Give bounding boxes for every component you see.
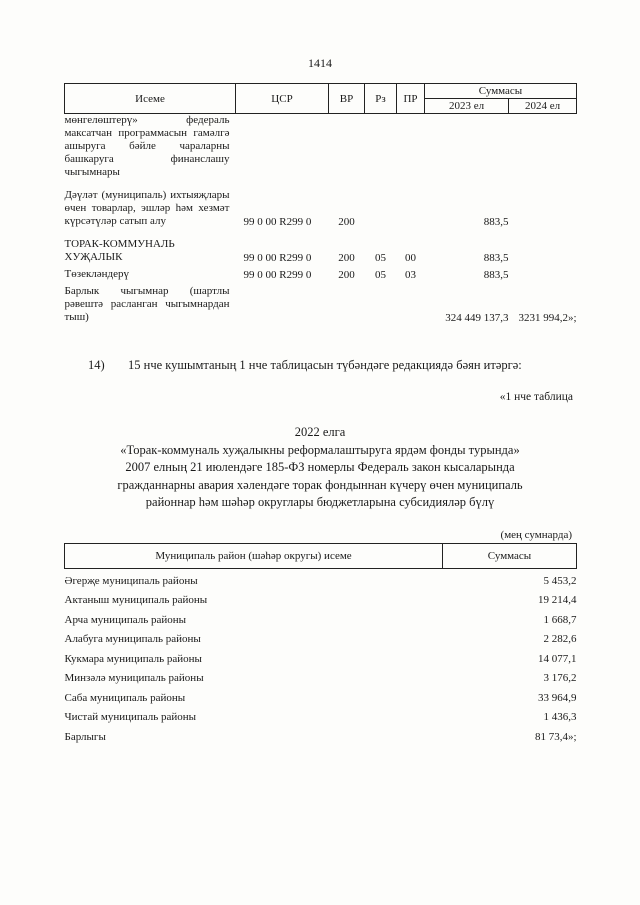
total-sum: 81 73,4»; [534, 730, 577, 743]
total-2024: 3231 994,2»; [518, 312, 577, 324]
district-name: Әгерҗе муниципаль районы [64, 574, 198, 587]
row-rz: 05 [375, 252, 386, 264]
expenditure-table [64, 83, 577, 324]
row-csr: 99 0 00 R299 0 [243, 269, 312, 281]
header-sums: Суммасы [425, 84, 577, 99]
row-name: Дәүләт (муниципаль) ихтыяҗлары өчен товарлар, эшләр һәм хезмәт күрсәтүләр сатып алу [64, 189, 230, 227]
table-row [65, 669, 577, 689]
header-district-name: Муниципаль район (шәһәр округы) исеме [65, 544, 443, 569]
table-heading [40, 424, 600, 512]
total-label: Барлыгы [64, 730, 106, 743]
district-name: Алабуга муниципаль районы [64, 633, 201, 646]
district-sum: 33 964,9 [538, 691, 577, 704]
table-row [65, 649, 577, 669]
table-row [65, 238, 577, 264]
table-row [65, 591, 577, 611]
row-pr: 03 [405, 269, 416, 281]
header-year-2024: 2024 ел [509, 99, 577, 114]
row-csr: 99 0 00 R299 0 [243, 252, 312, 264]
row-rz: 05 [375, 269, 386, 281]
table-row-total [65, 727, 577, 747]
units-label: (мең сумнарда) [500, 529, 572, 541]
amendment-paragraph [64, 356, 574, 374]
paragraph-number: 14) [88, 358, 105, 372]
row-pr: 00 [405, 252, 416, 264]
row-2023: 883,5 [483, 252, 509, 264]
district-sum: 1 436,3 [543, 711, 577, 724]
row-name: Төзекләндерү [64, 268, 130, 280]
table-row [65, 189, 577, 228]
row-2023: 883,5 [483, 269, 509, 281]
table-row [65, 708, 577, 728]
header-name: Исеме [65, 84, 236, 114]
district-name: Чистай муниципаль районы [64, 711, 197, 724]
district-sum: 19 214,4 [538, 594, 577, 607]
row-name: ТОРАК-КОММУНАЛЬ ХУҖАЛЫК [64, 238, 175, 263]
row-name: мөнгелөштерү» федераль максатчан программасын гамәлгә ашыруга бәйле чараларны башкаруга финанслашу чыгымнары [64, 114, 230, 178]
district-sum: 3 176,2 [543, 672, 577, 685]
table-row [65, 630, 577, 650]
heading-year: 2022 елга [294, 425, 346, 439]
header-csr: ЦСР [236, 84, 329, 114]
row-csr: 99 0 00 R299 0 [243, 216, 312, 228]
table-row-total [65, 285, 577, 324]
table-row [65, 610, 577, 630]
heading-line: гражданнарны авария хәлендәге торак фондыннан күчерү өчен муниципаль [117, 477, 523, 492]
row-2023: 883,5 [483, 216, 509, 228]
row-name: Барлык чыгымнар (шартлы рәвештә расланган чыгымнардан тыш) [64, 285, 230, 323]
district-sum: 5 453,2 [543, 574, 577, 587]
row-vr: 200 [338, 269, 355, 281]
page-number: 1414 [308, 56, 332, 70]
total-2023: 324 449 137,3 [445, 312, 509, 324]
row-vr: 200 [338, 252, 355, 264]
paragraph-text: 15 нче кушымтаның 1 нче таблицасын түбәндәге редакциядә бәян итәргә: [128, 358, 522, 372]
header-vr: ВР [329, 84, 365, 114]
heading-line: 2007 елның 21 июлендәге 185-ФЗ номерлы Федераль закон кысаларында [125, 460, 515, 474]
district-name: Арча муниципаль районы [64, 613, 187, 626]
district-name: Актаныш муниципаль районы [64, 594, 208, 607]
header-year-2023: 2023 ел [425, 99, 509, 114]
district-sum: 14 077,1 [538, 652, 577, 665]
district-name: Кукмара муниципаль районы [64, 652, 202, 665]
table-row [65, 569, 577, 591]
table-row [65, 688, 577, 708]
header-sum: Суммасы [443, 544, 577, 569]
heading-line: районнар һәм шәһәр округлары бюджетларына субсидияләр бүлү [145, 495, 495, 509]
heading-line: «Торак-коммуналь хуҗалыкны реформалаштыруга ярдәм фонды турында» [120, 442, 520, 457]
table-row [65, 268, 577, 281]
district-sum: 1 668,7 [543, 613, 577, 626]
table-reference: «1 нче таблица [499, 391, 573, 403]
table-row [65, 114, 577, 180]
district-sum: 2 282,6 [543, 633, 577, 646]
header-pr: ПР [397, 84, 425, 114]
header-rz: Рз [365, 84, 397, 114]
district-name: Саба муниципаль районы [64, 691, 186, 704]
row-vr: 200 [338, 216, 355, 228]
subsidy-table [64, 543, 577, 747]
district-name: Минзәлә муниципаль районы [64, 672, 204, 685]
